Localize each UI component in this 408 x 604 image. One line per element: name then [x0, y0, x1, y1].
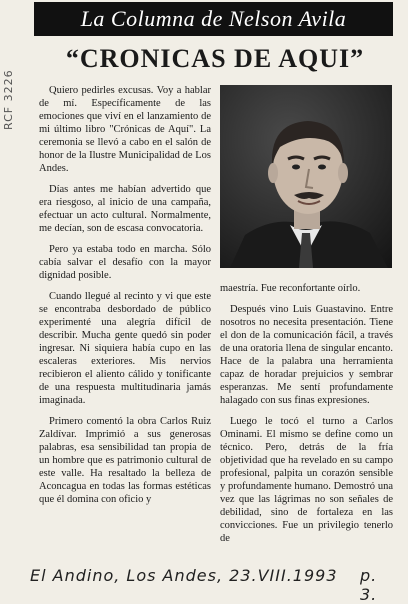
- paragraph: Primero comentó la obra Carlos Ruiz Zaldívar. Imprimió a sus generosas palabras, esa sensibilidad tan propia de un hombre que es patrimonio cultural de este valle. Ha resaltado la belleza de Aconcagua en todas las formas estéticas que él domina con oficio y: [39, 416, 211, 505]
- paragraph: Pero ya estaba todo en marcha. Sólo cabía salvar el desafío con la mayor dignidad posible.: [39, 244, 211, 281]
- handwritten-source-note: [30, 560, 400, 604]
- column-banner: La Columna de Nelson Avila: [34, 2, 393, 36]
- source-citation: El Andino, Los Andes, 23.VIII.1993: [30, 566, 338, 585]
- portrait-illustration: [220, 85, 392, 268]
- paragraph: maestría. Fue reconfortante oírlo.: [220, 283, 361, 294]
- paragraph: Días antes me habían advertido que era riesgoso, al inicio de una campaña, efectuar un acto cultural. Normalmente, me decían, son de escasa convocatoria.: [39, 184, 211, 234]
- page-number: p. 3.: [360, 566, 378, 604]
- paragraph: Cuando llegué al recinto y vi que este se encontraba desbordado de público experimenté una alegría difícil de describir. Mucha gente quedó sin poder ingresar. Ni siquiera había cupo en las escaleras exteriores. Mis nervios recibieron el aliento cálido y tonificante de una respuesta multitudinaria jamás imaginada.: [39, 291, 211, 406]
- paragraph: Después vino Luis Guastavino. Entre nosotros no necesita presentación. Tiene el don de la comunicación fácil, a través de una oratoria llena de singular encanto. Hace de la palabra una herramienta capaz de horadar prejuicios y sembrar esperanzas. Me sentí profundamente halagado con sus finas expresiones.: [220, 304, 393, 406]
- paragraph: Luego le tocó el turno a Carlos Ominami. El mismo se define como un técnico. Pero, detrás de la fría objetividad que ha revelado en su campo profesional, palpita un corazón sensible y profundamente humano. Demostró una vez que las lágrimas no son señales de debilidad, sino de fortaleza en las convicciones. Fue un privilegio tenerlo de: [220, 416, 393, 544]
- author-photo: [220, 85, 392, 268]
- right-column: [220, 282, 393, 557]
- article-headline: “CRONICAS DE AQUI”: [65, 44, 365, 73]
- archive-handwritten-code: RCF 3226: [2, 69, 15, 131]
- left-column: [39, 84, 211, 554]
- paragraph: Quiero pedirles excusas. Voy a hablar de mí. Específicamente de las emociones que viví en el lanzamiento de mi último libro "Crónicas de Aquí". La ceremonia se llevó a cabo en el salón de honor de la Ilustre Municipalidad de Los Andes.: [39, 85, 211, 174]
